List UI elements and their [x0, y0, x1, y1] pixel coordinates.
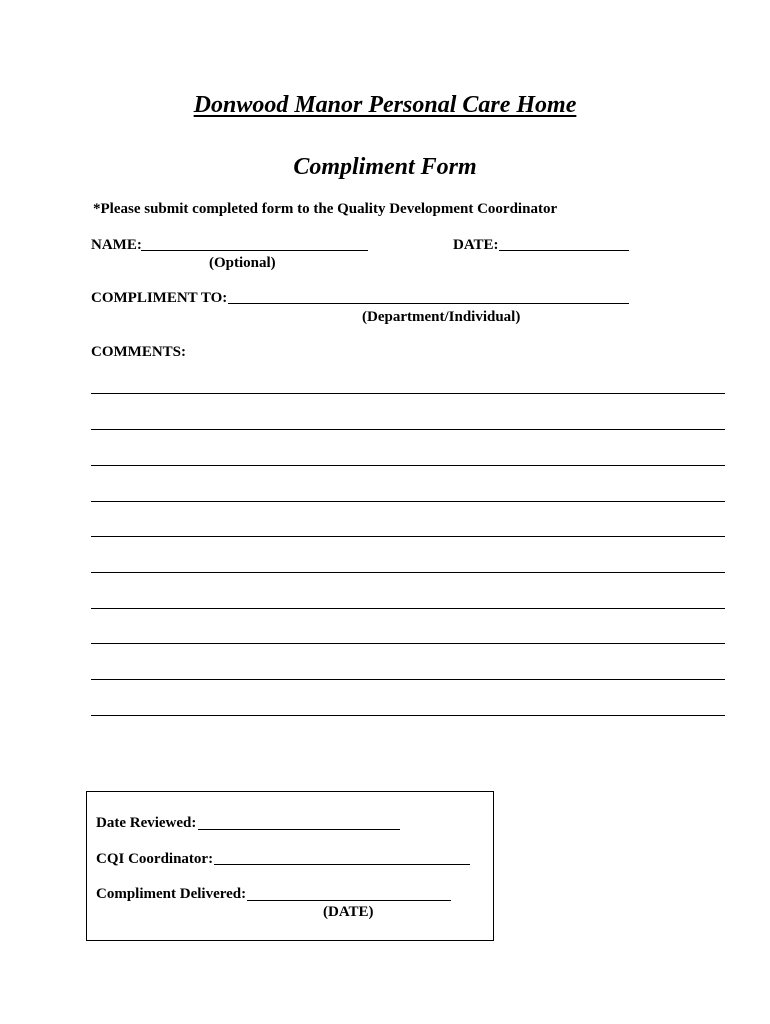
compliment-delivered-field-line[interactable]	[247, 900, 451, 901]
instruction-text: *Please submit completed form to the Quality Development Coordinator	[93, 201, 558, 217]
comment-line[interactable]	[91, 572, 725, 573]
comment-line[interactable]	[91, 643, 725, 644]
comment-line[interactable]	[91, 429, 725, 430]
comment-line[interactable]	[91, 715, 725, 716]
cqi-coordinator-field-line[interactable]	[214, 864, 470, 865]
form-title: Compliment Form	[293, 154, 477, 180]
organization-name: Donwood Manor Personal Care Home	[193, 92, 577, 118]
compliment-delivered-note: (DATE)	[323, 904, 374, 920]
compliment-delivered-label: Compliment Delivered:	[96, 886, 247, 902]
comment-line[interactable]	[91, 393, 725, 394]
comment-line[interactable]	[91, 465, 725, 466]
name-field-line[interactable]	[141, 250, 368, 251]
comment-line[interactable]	[91, 608, 725, 609]
date-label: DATE:	[453, 237, 499, 253]
cqi-coordinator-label: CQI Coordinator:	[96, 851, 214, 867]
compliment-to-label: COMPLIMENT TO:	[91, 290, 228, 306]
name-label: NAME:	[91, 237, 142, 253]
date-field-line[interactable]	[499, 250, 629, 251]
comments-label: COMMENTS:	[91, 344, 186, 360]
comment-line[interactable]	[91, 679, 725, 680]
date-reviewed-label: Date Reviewed:	[96, 815, 197, 831]
compliment-to-field-line[interactable]	[228, 303, 629, 304]
name-optional-note: (Optional)	[209, 255, 276, 271]
compliment-to-note: (Department/Individual)	[362, 309, 521, 325]
comment-line[interactable]	[91, 501, 725, 502]
date-reviewed-field-line[interactable]	[198, 829, 400, 830]
organization-title	[0, 92, 770, 119]
comment-line[interactable]	[91, 536, 725, 537]
